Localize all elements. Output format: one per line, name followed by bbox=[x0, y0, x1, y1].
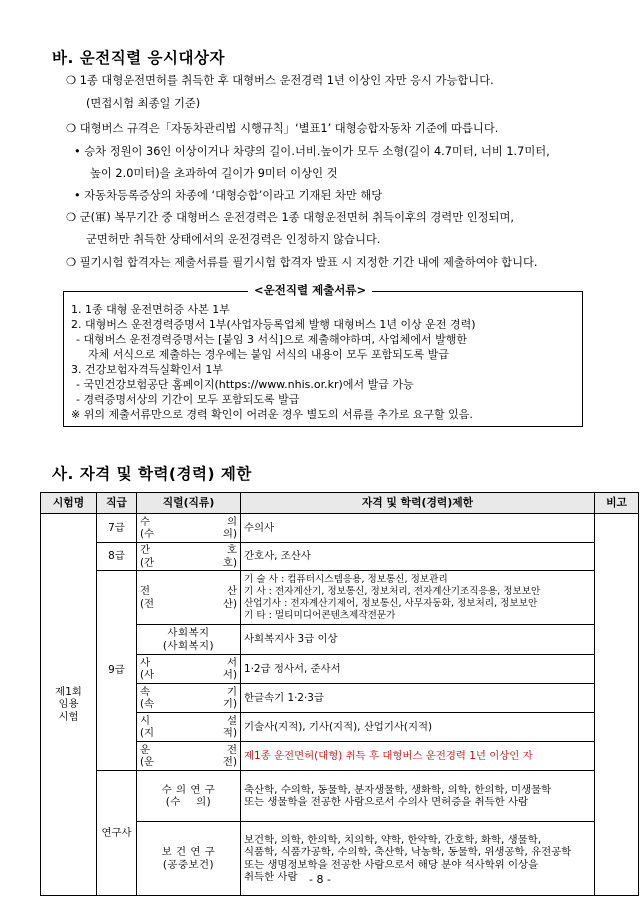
series-cell: 시 설 (지 적) bbox=[137, 713, 241, 742]
qualification-cell: 사회복지사 3급 이상 bbox=[241, 625, 595, 655]
document-item: - 대형버스 운전경력증명서는 [붙임 3 서식]으로 제출해야하며, 사업체에서 발행한 bbox=[76, 333, 468, 346]
series-cell: 사회복지 (사회복지) bbox=[137, 625, 241, 655]
qualification-table bbox=[40, 492, 639, 896]
document-item: - 경력증명서상의 기간이 모두 포함되도록 발급 bbox=[76, 393, 300, 406]
header-note: 비고 bbox=[595, 493, 639, 514]
series-cell: 수 의 (수 의) bbox=[137, 514, 241, 543]
rank-cell: 연구사 bbox=[97, 771, 137, 896]
qualification-cell: 기 술 사 : 컴퓨터시스템응용, 정보통신, 정보관리 기 사 : 전자계산기, 정보통신, 정보처리, 전자계산기조직응용, 정보보안 산업기사 : 전자계산기제어, 정보통신, 사무자동화, 정보처리, 정보보안 기 타 : 멀티미디어콘텐츠제작전문가 bbox=[241, 571, 595, 625]
qualification-cell: 간호사, 조산사 bbox=[241, 543, 595, 571]
series-cell: 속 기 (속 기) bbox=[137, 684, 241, 713]
qualification-cell: 축산학, 수의학, 동물학, 분자생물학, 생화학, 의학, 한의학, 미생물학 또는 생물학을 전공한 사람으로서 수의사 면허증을 취득한 사람 bbox=[241, 771, 595, 822]
rank-cell: 9급 bbox=[97, 571, 137, 771]
note-cell bbox=[595, 514, 639, 896]
bullet-line: 높이 2.0미터)을 초과하여 길이가 9미터 이상인 것 bbox=[90, 167, 338, 180]
bullet-line: ❍ 필기시험 합격자는 제출서류를 필기시험 합격자 발표 시 지정한 기간 내에 제출하여야 합니다. bbox=[66, 256, 538, 269]
document-item: - 국민건강보험공단 홈페이지(https://www.nhis.or.kr)에서 발급 가능 bbox=[76, 378, 414, 391]
bullet-line: ❍ 군(軍) 복무기간 중 대형버스 운전경력은 1종 대형운전면허 취득이후의 경력만 인정되며, bbox=[66, 211, 514, 224]
document-item: 2. 대형버스 운전경력증명서 1부(사업자등록업체 발행 대형버스 1년 이상 운전 경력) bbox=[71, 318, 476, 331]
documents-box-title: <운전직렬 제출서류> bbox=[248, 282, 372, 298]
rank-cell: 8급 bbox=[97, 543, 137, 571]
series-cell: 전 산 (전 산) bbox=[137, 571, 241, 625]
qualification-cell: 한글속기 1·2·3급 bbox=[241, 684, 595, 713]
header-series: 직렬(직류) bbox=[137, 493, 241, 514]
bullet-line: ❍ 1종 대형운전면허를 취득한 후 대형버스 운전경력 1년 이상인 자만 응시 가능합니다. bbox=[66, 74, 494, 87]
page-number: - 8 - bbox=[309, 873, 331, 886]
bullet-line: (면접시험 최종일 기준) bbox=[86, 97, 201, 110]
header-qualification: 자격 및 학력(경력)제한 bbox=[241, 493, 595, 514]
header-rank: 직급 bbox=[97, 493, 137, 514]
qualification-cell: 1·2급 정사서, 준사서 bbox=[241, 655, 595, 684]
series-cell: 운 전 (운 전) bbox=[137, 742, 241, 771]
document-item: ※ 위의 제출서류만으로 경력 확인이 어려운 경우 별도의 서류를 추가로 요구할 있음. bbox=[71, 408, 473, 421]
bullet-line: • 승차 정원이 36인 이상이거나 차량의 길이․너비․높이가 모두 소형(길이 4.7미터, 너비 1.7미터, bbox=[74, 145, 550, 158]
qualification-cell: 제1종 운전면허(대형) 취득 후 대형버스 운전경력 1년 이상인 자 bbox=[241, 742, 595, 771]
document-item: 1. 1종 대형 운전면허증 사본 1부 bbox=[71, 303, 230, 316]
series-cell: 사 서 (사 서) bbox=[137, 655, 241, 684]
series-cell: 보 건 연 구 (공중보건) bbox=[137, 822, 241, 896]
rank-cell: 7급 bbox=[97, 514, 137, 543]
bullet-line: • 자동차등록증상의 차종에 ‘대형승합’이라고 기재된 차만 해당 bbox=[74, 189, 383, 202]
header-exam: 시험명 bbox=[41, 493, 97, 514]
document-item: 3. 건강보험자격득실확인서 1부 bbox=[71, 363, 223, 376]
qualification-cell: 보건학, 의학, 한의학, 치의학, 약학, 한약학, 간호학, 화학, 생물학, 식품학, 식품가공학, 수의학, 축산학, 낙농학, 동물학, 위생공학, 유전공학 또는 생명정보학을 전공한 사람으로서 해당 분야 석사학위 이상을 취득한 사람 bbox=[241, 822, 595, 896]
bullet-line: ❍ 대형버스 규격은「자동차관리법 시행규칙」‘별표1’ 대형승합자동차 기준에 따릅니다. bbox=[66, 122, 499, 135]
qualification-cell: 기술사(지적), 기사(지적), 산업기사(지적) bbox=[241, 713, 595, 742]
series-cell: 간 호 (간 호) bbox=[137, 543, 241, 571]
exam-name-cell: 제1회 임용 시험 bbox=[41, 514, 97, 896]
section-title-b: 바. 운전직렬 응시대상자 bbox=[52, 49, 225, 67]
qualification-cell: 수의사 bbox=[241, 514, 595, 543]
section-title-s: 사. 자격 및 학력(경력) 제한 bbox=[52, 465, 252, 483]
bullet-line: 군면허만 취득한 상태에서의 운전경력은 인정하지 않습니다. bbox=[86, 233, 381, 246]
document-item: 자체 서식으로 제출하는 경우에는 붙임 서식의 내용이 모두 포함되도록 발급 bbox=[88, 348, 449, 361]
series-cell: 수 의 연 구 (수 의) bbox=[137, 771, 241, 822]
